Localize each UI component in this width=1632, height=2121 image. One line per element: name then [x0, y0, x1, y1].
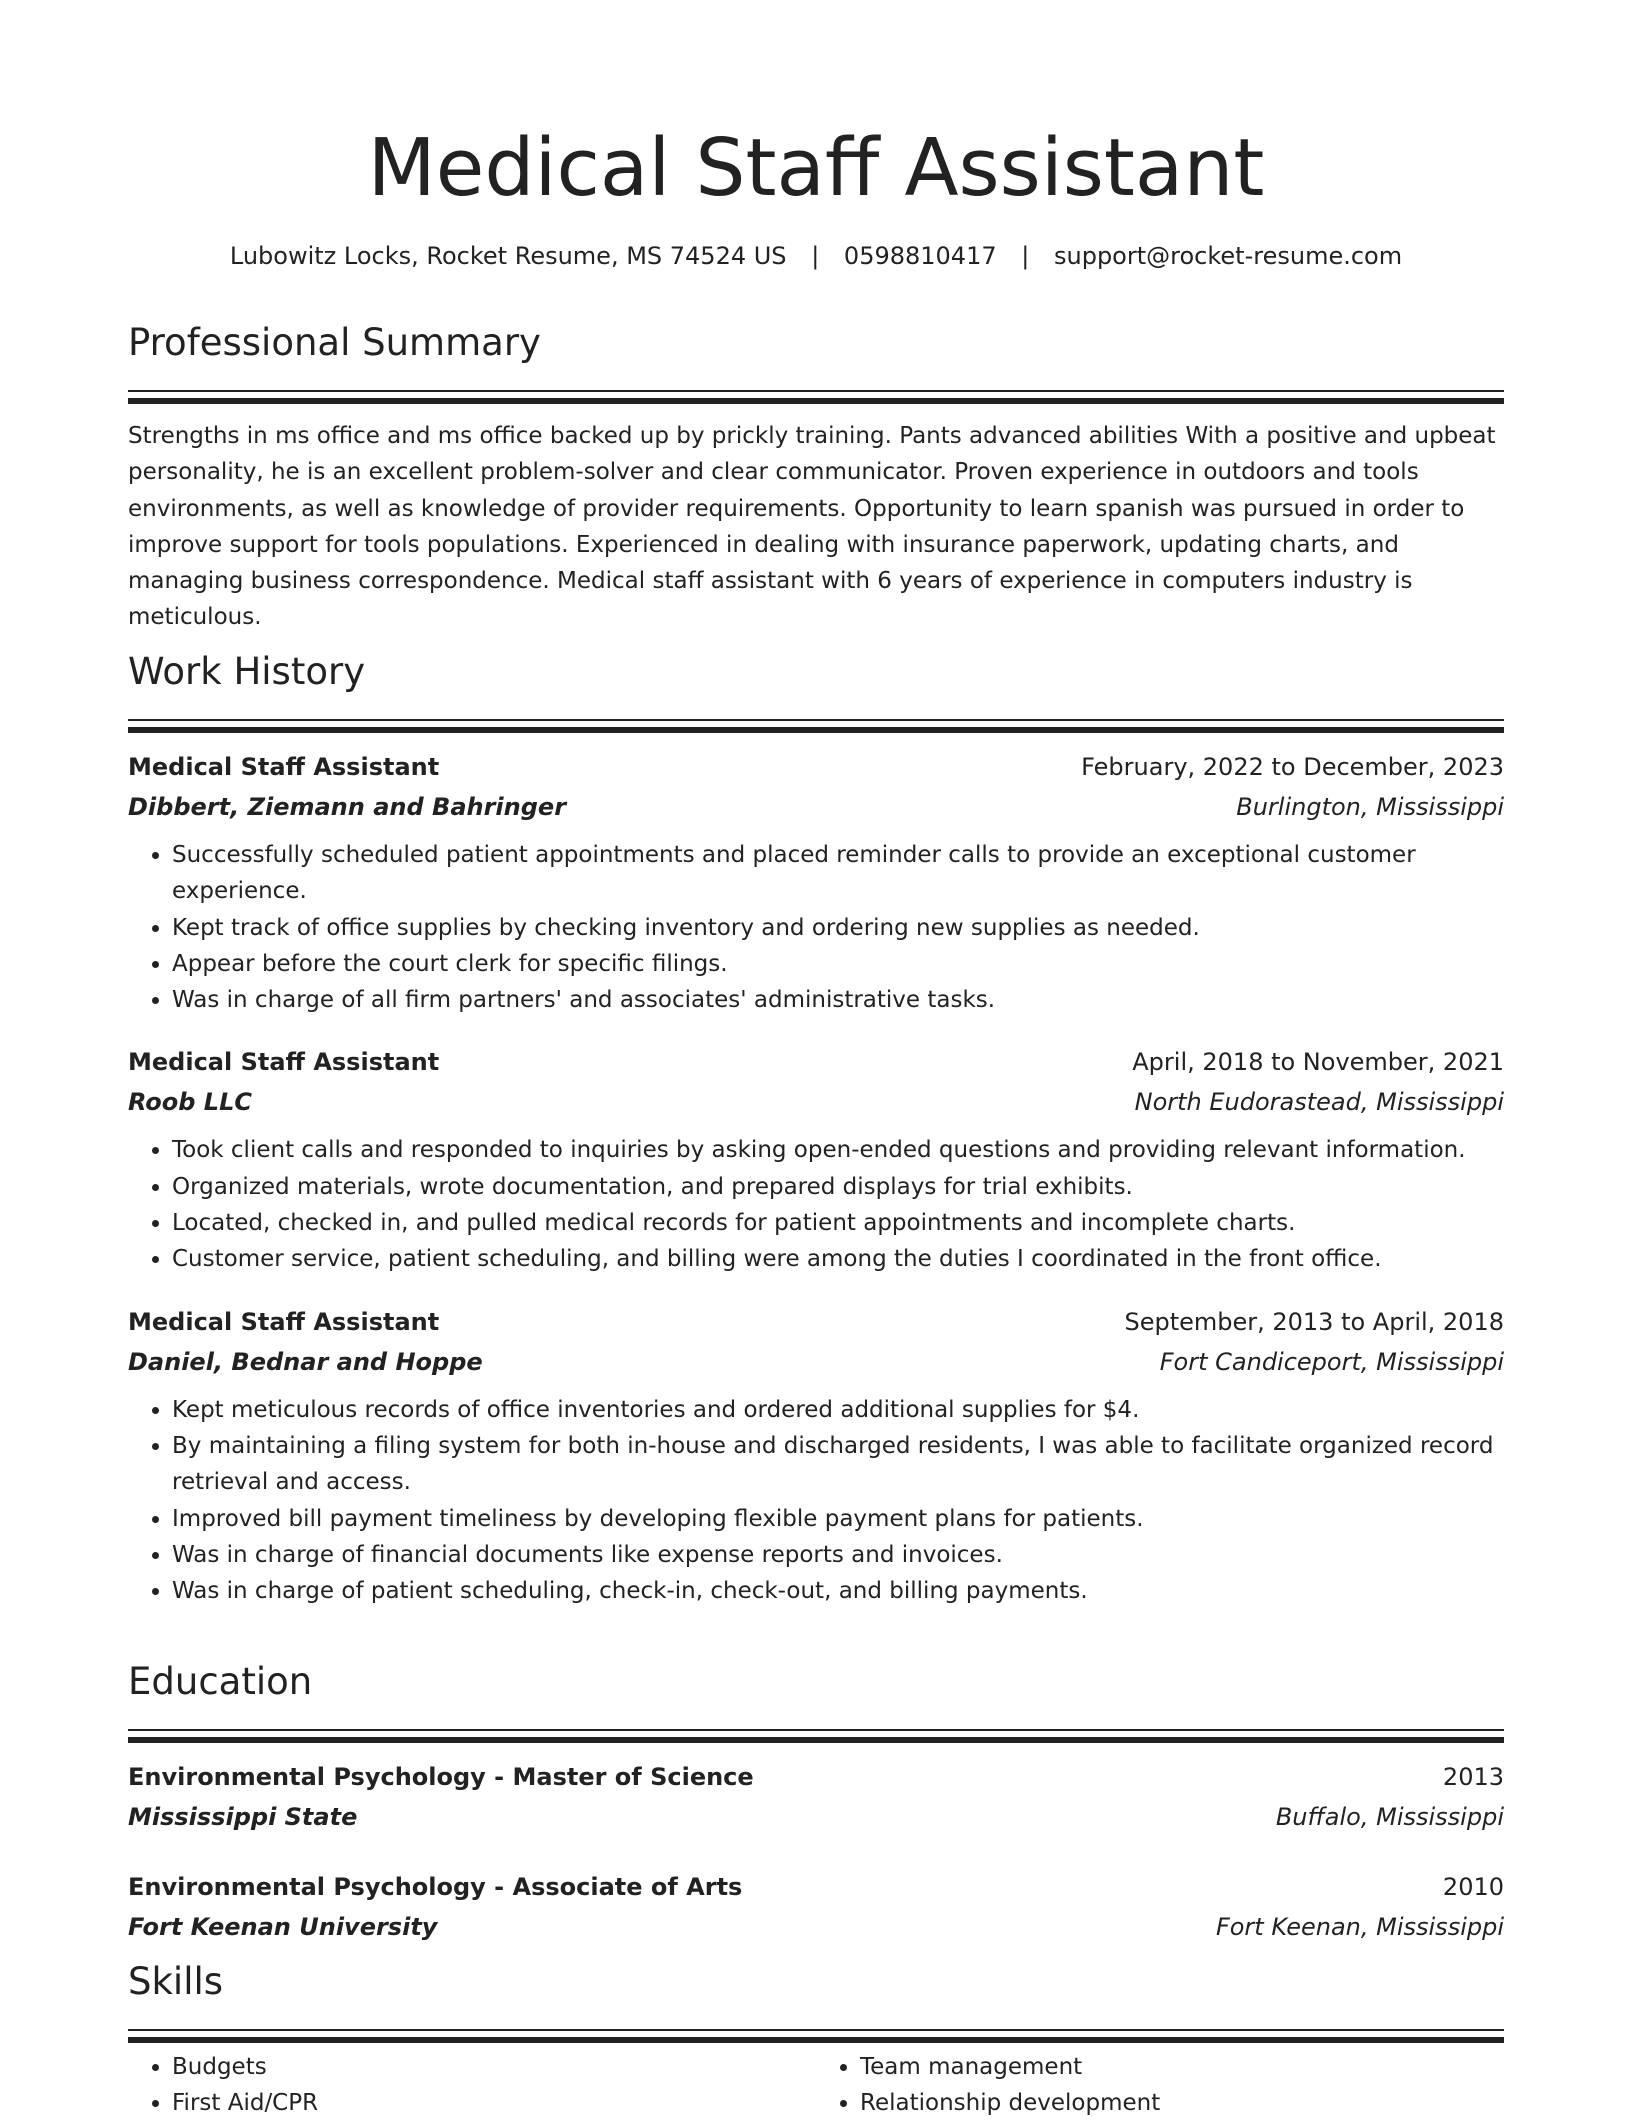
education-entry	[128, 1867, 1504, 1947]
job-company: Roob LLC	[128, 1088, 252, 1117]
education-header-row	[128, 1867, 1504, 1907]
job-title: Medical Staff Assistant	[128, 1048, 440, 1077]
job-company: Daniel, Bednar and Hoppe	[128, 1347, 483, 1376]
list-item: • Was in charge of patient scheduling, check-in, check-out, and billing payments.	[172, 1573, 1504, 1609]
job-dates: September, 2013 to April, 2018	[1124, 1307, 1504, 1336]
summary-text: Strengths in ms office and ms office backed up by prickly training. Pants advanced abilities With a positive and upbeat personality, he is an excellent problem-solver and clear communicator. Proven experience in outdoors and tools environments, as well as knowledge of provider requirements. Opportunity to learn spanish was pursued in order to improve support for tools populations. Experienced in dealing with insurance paperwork, updating charts, and managing business correspondence. Medical staff assistant with 6 years of experience in computers industry is meticulous.	[128, 423, 1496, 631]
job-company-row	[128, 787, 1504, 827]
section-rule-thick	[128, 1737, 1504, 1743]
education-school: Fort Keenan University	[128, 1913, 438, 1941]
skills-columns	[128, 2049, 1504, 2121]
contact-email: support@rocket-resume.com	[1054, 242, 1403, 270]
education-school-row	[128, 1797, 1504, 1837]
job-location: Fort Candiceport, Mississippi	[1159, 1347, 1504, 1376]
list-item: • Was in charge of all firm partners' and associates' administrative tasks.	[172, 982, 1504, 1018]
list-item: • Was in charge of financial documents like expense reports and invoices.	[172, 1537, 1504, 1573]
education-degree: Environmental Psychology - Associate of Arts	[128, 1873, 743, 1901]
job-dates: April, 2018 to November, 2021	[1132, 1048, 1504, 1077]
skills-list-right	[816, 2049, 1504, 2121]
job-bullets	[128, 1132, 1504, 1277]
section-title-work: Work History	[128, 650, 366, 693]
education-school-row	[128, 1907, 1504, 1947]
list-item: • Kept track of office supplies by checking inventory and ordering new supplies as needed.	[172, 910, 1504, 946]
list-item: • Appear before the court clerk for specific filings.	[172, 946, 1504, 982]
skills-list-left	[128, 2049, 816, 2121]
section-rule-thick	[128, 727, 1504, 733]
list-item: • By maintaining a filing system for both in-house and discharged residents, I was able to facilitate organized record retrieval and access.	[172, 1428, 1504, 1501]
list-item: • Successfully scheduled patient appointments and placed reminder calls to provide an exceptional customer experience.	[172, 837, 1504, 910]
job-header-row	[128, 1042, 1504, 1082]
education-location: Fort Keenan, Mississippi	[1215, 1913, 1504, 1941]
education-degree: Environmental Psychology - Master of Science	[128, 1763, 754, 1791]
job-bullets	[128, 837, 1504, 1018]
contact-separator: |	[811, 242, 820, 270]
job-company-row	[128, 1082, 1504, 1122]
job-title: Medical Staff Assistant	[128, 753, 440, 781]
education-year: 2013	[1442, 1763, 1504, 1791]
skills-section	[128, 1957, 1504, 2121]
job-entry	[128, 1042, 1504, 1277]
contact-address: Lubowitz Locks, Rocket Resume, MS 74524 US	[229, 242, 787, 270]
section-rule-thin	[128, 2029, 1504, 2031]
section-rule-thin	[128, 390, 1504, 392]
list-item: • Located, checked in, and pulled medical records for patient appointments and incomplete charts.	[172, 1205, 1504, 1241]
resume-name: Medical Staff Assistant	[367, 122, 1265, 214]
work-history-section	[128, 647, 1504, 1609]
skill-item: • Budgets	[172, 2049, 816, 2085]
list-item: • Kept meticulous records of office inventories and ordered additional supplies for $4.	[172, 1392, 1504, 1428]
section-title-skills: Skills	[128, 1960, 224, 2003]
contact-separator: |	[1021, 242, 1030, 270]
list-item: • Organized materials, wrote documentation, and prepared displays for trial exhibits.	[172, 1169, 1504, 1205]
job-dates: February, 2022 to December, 2023	[1081, 753, 1504, 781]
contact-line	[128, 238, 1504, 274]
education-entry	[128, 1757, 1504, 1837]
section-title-education: Education	[128, 1660, 313, 1703]
skill-item: • First Aid/CPR	[172, 2085, 816, 2121]
list-item: • Customer service, patient scheduling, and billing were among the duties I coordinated in the front office.	[172, 1241, 1504, 1277]
summary-section	[128, 318, 1504, 636]
skill-item: • Team management	[860, 2049, 1504, 2085]
education-location: Buffalo, Mississippi	[1275, 1803, 1504, 1831]
job-entry	[128, 747, 1504, 1018]
list-item: • Improved bill payment timeliness by developing flexible payment plans for patients.	[172, 1501, 1504, 1537]
section-rule-thin	[128, 719, 1504, 721]
section-rule-thick	[128, 398, 1504, 404]
section-rule-thick	[128, 2037, 1504, 2043]
job-location: Burlington, Mississippi	[1236, 793, 1504, 821]
section-title-summary: Professional Summary	[128, 321, 541, 364]
contact-phone: 0598810417	[843, 242, 997, 270]
job-location: North Eudorastead, Mississippi	[1134, 1088, 1504, 1117]
education-section	[128, 1657, 1504, 1947]
education-header-row	[128, 1757, 1504, 1797]
skill-item: • Relationship development	[860, 2085, 1504, 2121]
education-school: Mississippi State	[128, 1803, 358, 1831]
job-title: Medical Staff Assistant	[128, 1307, 440, 1336]
job-header-row	[128, 747, 1504, 787]
job-company: Dibbert, Ziemann and Bahringer	[128, 793, 567, 821]
list-item: • Took client calls and responded to inquiries by asking open-ended questions and providing relevant information.	[172, 1132, 1504, 1168]
job-company-row	[128, 1342, 1504, 1382]
section-rule-thin	[128, 1729, 1504, 1731]
job-bullets	[128, 1392, 1504, 1610]
education-year: 2010	[1442, 1873, 1504, 1901]
job-header-row	[128, 1302, 1504, 1342]
job-entry	[128, 1302, 1504, 1610]
